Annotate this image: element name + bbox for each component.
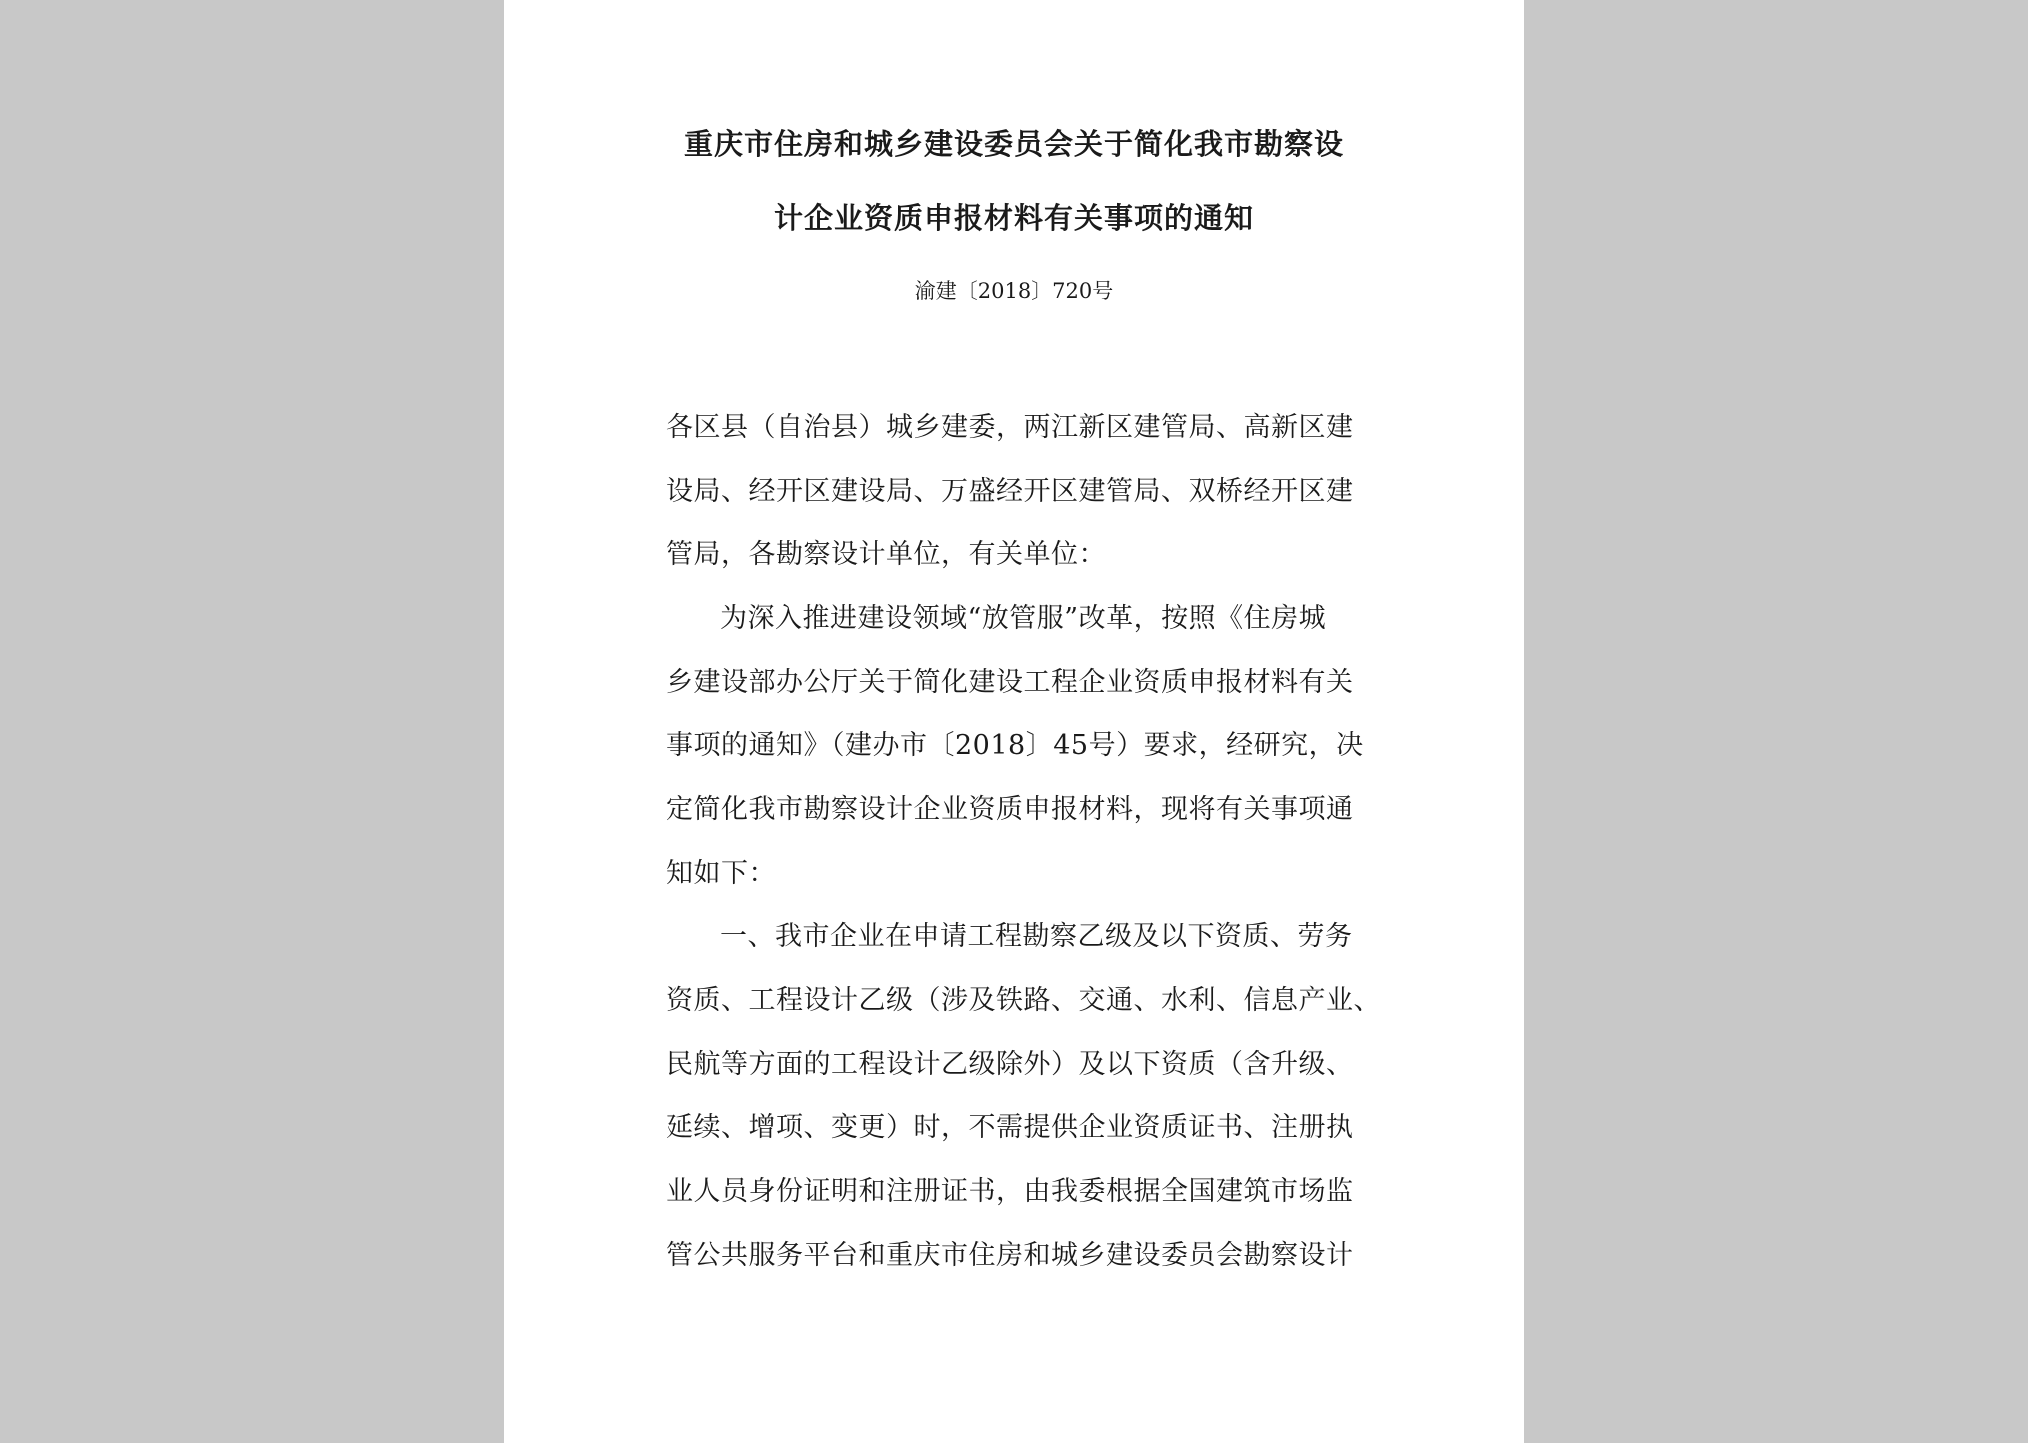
body-line: 设局、经开区建设局、万盛经开区建管局、双桥经开区建 xyxy=(666,476,1354,507)
body-line: 定简化我市勘察设计企业资质申报材料，现将有关事项通 xyxy=(666,794,1354,825)
body-line: 知如下： xyxy=(666,858,776,889)
body-line: 管公共服务平台和重庆市住房和城乡建设委员会勘察设计 xyxy=(666,1240,1354,1271)
body-line: 一、我市企业在申请工程勘察乙级及以下资质、劳务 xyxy=(720,921,1353,952)
document-number: 渝建〔2018〕720号 xyxy=(914,279,1114,303)
body-line: 管局，各勘察设计单位，有关单位： xyxy=(666,539,1106,570)
body-line: 事项的通知》（建办市〔2018〕45号）要求，经研究，决 xyxy=(666,730,1364,761)
body-line: 延续、增项、变更）时，不需提供企业资质证书、注册执 xyxy=(666,1112,1354,1143)
body-line: 乡建设部办公厅关于简化建设工程企业资质申报材料有关 xyxy=(666,667,1354,698)
body-line: 业人员身份证明和注册证书，由我委根据全国建筑市场监 xyxy=(666,1176,1354,1207)
body-line: 资质、工程设计乙级（涉及铁路、交通、水利、信息产业、 xyxy=(666,985,1381,1016)
body-line: 为深入推进建设领域“放管服”改革，按照《住房城 xyxy=(720,603,1327,634)
document-page xyxy=(504,0,1524,1443)
document-title-line-2: 计企业资质申报材料有关事项的通知 xyxy=(773,201,1254,235)
body-line: 民航等方面的工程设计乙级除外）及以下资质（含升级、 xyxy=(666,1049,1354,1080)
document-title-line-1: 重庆市住房和城乡建设委员会关于简化我市勘察设 xyxy=(683,127,1344,161)
body-line: 各区县（自治县）城乡建委，两江新区建管局、高新区建 xyxy=(666,412,1354,443)
